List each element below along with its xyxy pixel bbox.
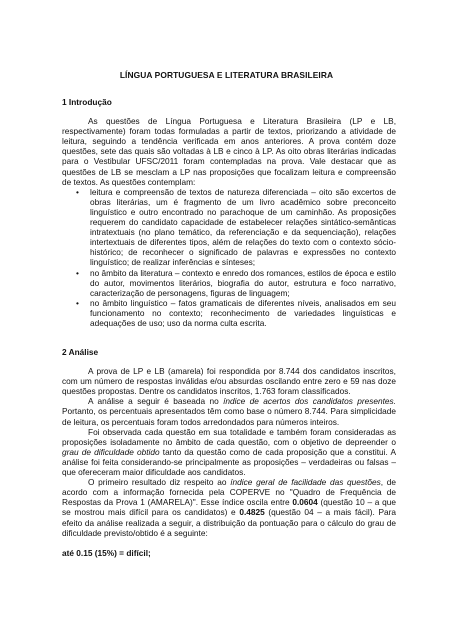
intro-bullet-list (62, 187, 396, 328)
section-heading-introduction: 1 Introdução (62, 97, 112, 107)
section-analysis (62, 347, 396, 558)
section-heading-analysis: 2 Análise (62, 347, 99, 357)
analysis-paragraph-4: O primeiro resultado diz respeito ao índice geral de facilidade das questões, de acordo com a informação fornecida pela COPERVE no "Quadro de Frequência de Respostas da Prova 1 (AMARELA)". Esse índice oscila entre 0.0604 (questão 10 – a que se mostrou mais difícil para os candidatos) e 0.4825 (questão 04 – a mais fácil). Para efeito da análise realizada a seguir, a distribuição da pontuação para o cálculo do grau de dificuldade previsto/obtido é a seguinte: (62, 477, 396, 538)
list-item: • leitura e compreensão de textos de natureza diferenciada – oito são excertos de obras literárias, um é fragmento de um livro acadêmico sobre preconceito linguístico e outro encontrado no parachoque de um caminhão. As proposições requerem do candidato capacidade de estabelecer relações sintático-semânticas intratextuais (no plano temático, da referenciação e da sequenciação), relações intertextuais de diferentes tipos, além de relações do texto com o contexto sócio-histórico; de reconhecer o significado de palavras e expressões no contexto linguístico; de realizar inferências e sínteses; (76, 186, 396, 268)
section-introduction (62, 97, 396, 328)
analysis-paragraph-3: Foi observada cada questão em sua totalidade e também foram consideradas as proposições isoladamente no âmbito de cada questão, com o objetivo de depreender o grau de dificuldade obtido tanto da questão como de cada proposição que a constitui. A análise foi feita considerando-se principalmente as proposições – verdadeiras ou falsas – que ofereceram maior dificuldade aos candidatos. (62, 426, 396, 478)
analysis-paragraph-1: A prova de LP e LB (amarela) foi respondida por 8.744 dos candidatos inscritos, com um número de respostas inválidas e/ou absurdas oscilando entre zero e 59 nas doze questões propostas. Dentre os candidatos inscritos, 1.763 foram classificados. (62, 366, 396, 397)
list-item: • no âmbito linguístico – fatos gramaticais de diferentes níveis, analisados em seu funcionamento no contexto; reconhecimento de variedades linguísticas e adequações de uso; uso da norma culta escrita. (76, 297, 396, 328)
bullet-icon: • (76, 267, 79, 278)
bullet-icon: • (76, 186, 79, 197)
intro-paragraph: As questões de Língua Portuguesa e Literatura Brasileira (LP e LB, respectivamente) foram todas formuladas a partir de textos, priorizando a atividade de leitura, seguindo a tendência verificada em anos anteriores. A prova contém doze questões, sete das quais são voltadas à LB e cinco à LP. As oito obras literárias indicadas para o Vestibular UFSC/2011 foram contempladas na prova. Vale destacar que as questões de LB se mesclam a LP nas proposições que focalizam leitura e compreensão de textos. As questões contemplam: (62, 116, 396, 187)
document-title: LÍNGUA PORTUGUESA E LITERATURA BRASILEIRA (119, 70, 334, 80)
difficulty-threshold-line: até 0.15 (15%) = difícil; (62, 547, 151, 558)
analysis-paragraph-2: A análise a seguir é baseada no índice de acertos dos candidatos presentes. Portanto, os percentuais apresentados têm como base o número 8.744. Para simplicidade de leitura, os percentuais foram todos arredondados para números inteiros. (62, 396, 396, 427)
list-item: • no âmbito da literatura – contexto e enredo dos romances, estilos de época e estilo do autor, movimentos literários, biografia do autor, estrutura e foco narrativo, caracterização de personagens, figuras de linguagem; (76, 267, 396, 298)
bullet-icon: • (76, 297, 79, 308)
